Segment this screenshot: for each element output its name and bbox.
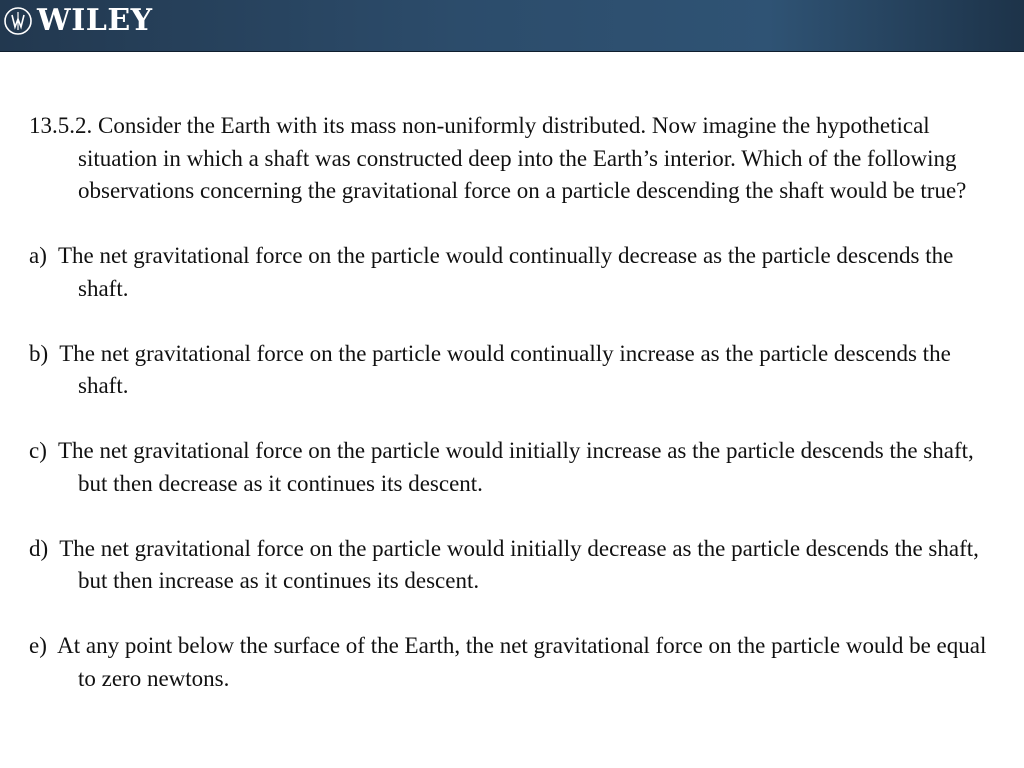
logo-text: WILEY [37, 3, 153, 38]
option-label: e) [29, 633, 58, 658]
option-label: b) [29, 340, 60, 366]
option-a [29, 240, 1004, 305]
option-text: The net gravitational force on the particle would initially increase as the particle descends the shaft, but then decrease as it continues its descent. [57, 438, 974, 496]
option-d [29, 533, 1004, 598]
wiley-seal-icon [3, 6, 33, 36]
option-text: At any point below the surface of the Earth, the net gravitational force on the particle would be equal to zero newtons. [57, 633, 987, 691]
option-text: The net gravitational force on the particle would initially decrease as the particle descends the shaft, but then increase as it continues its descent. [59, 535, 979, 593]
option-label: a) [29, 243, 58, 268]
option-label: d) [29, 535, 60, 561]
header-bar [0, 0, 1024, 52]
option-label: c) [29, 438, 58, 463]
option-e [29, 630, 1004, 695]
option-text: The net gravitational force on the particle would continually decrease as the particle descends the shaft. [57, 243, 954, 301]
question-content [29, 110, 1004, 728]
wiley-logo [3, 3, 153, 39]
question-text: 13.5.2. Consider the Earth with its mass non-uniformly distributed. Now imagine the hypothetical situation in which a shaft was constructed deep into the Earth’s interior. Which of the following observations concerning the gravitational force on a particle descending the shaft would be true? [29, 113, 967, 203]
option-b [29, 338, 1004, 403]
option-text: The net gravitational force on the particle would continually increase as the particle descends the shaft. [59, 340, 951, 398]
option-c [29, 435, 1004, 500]
